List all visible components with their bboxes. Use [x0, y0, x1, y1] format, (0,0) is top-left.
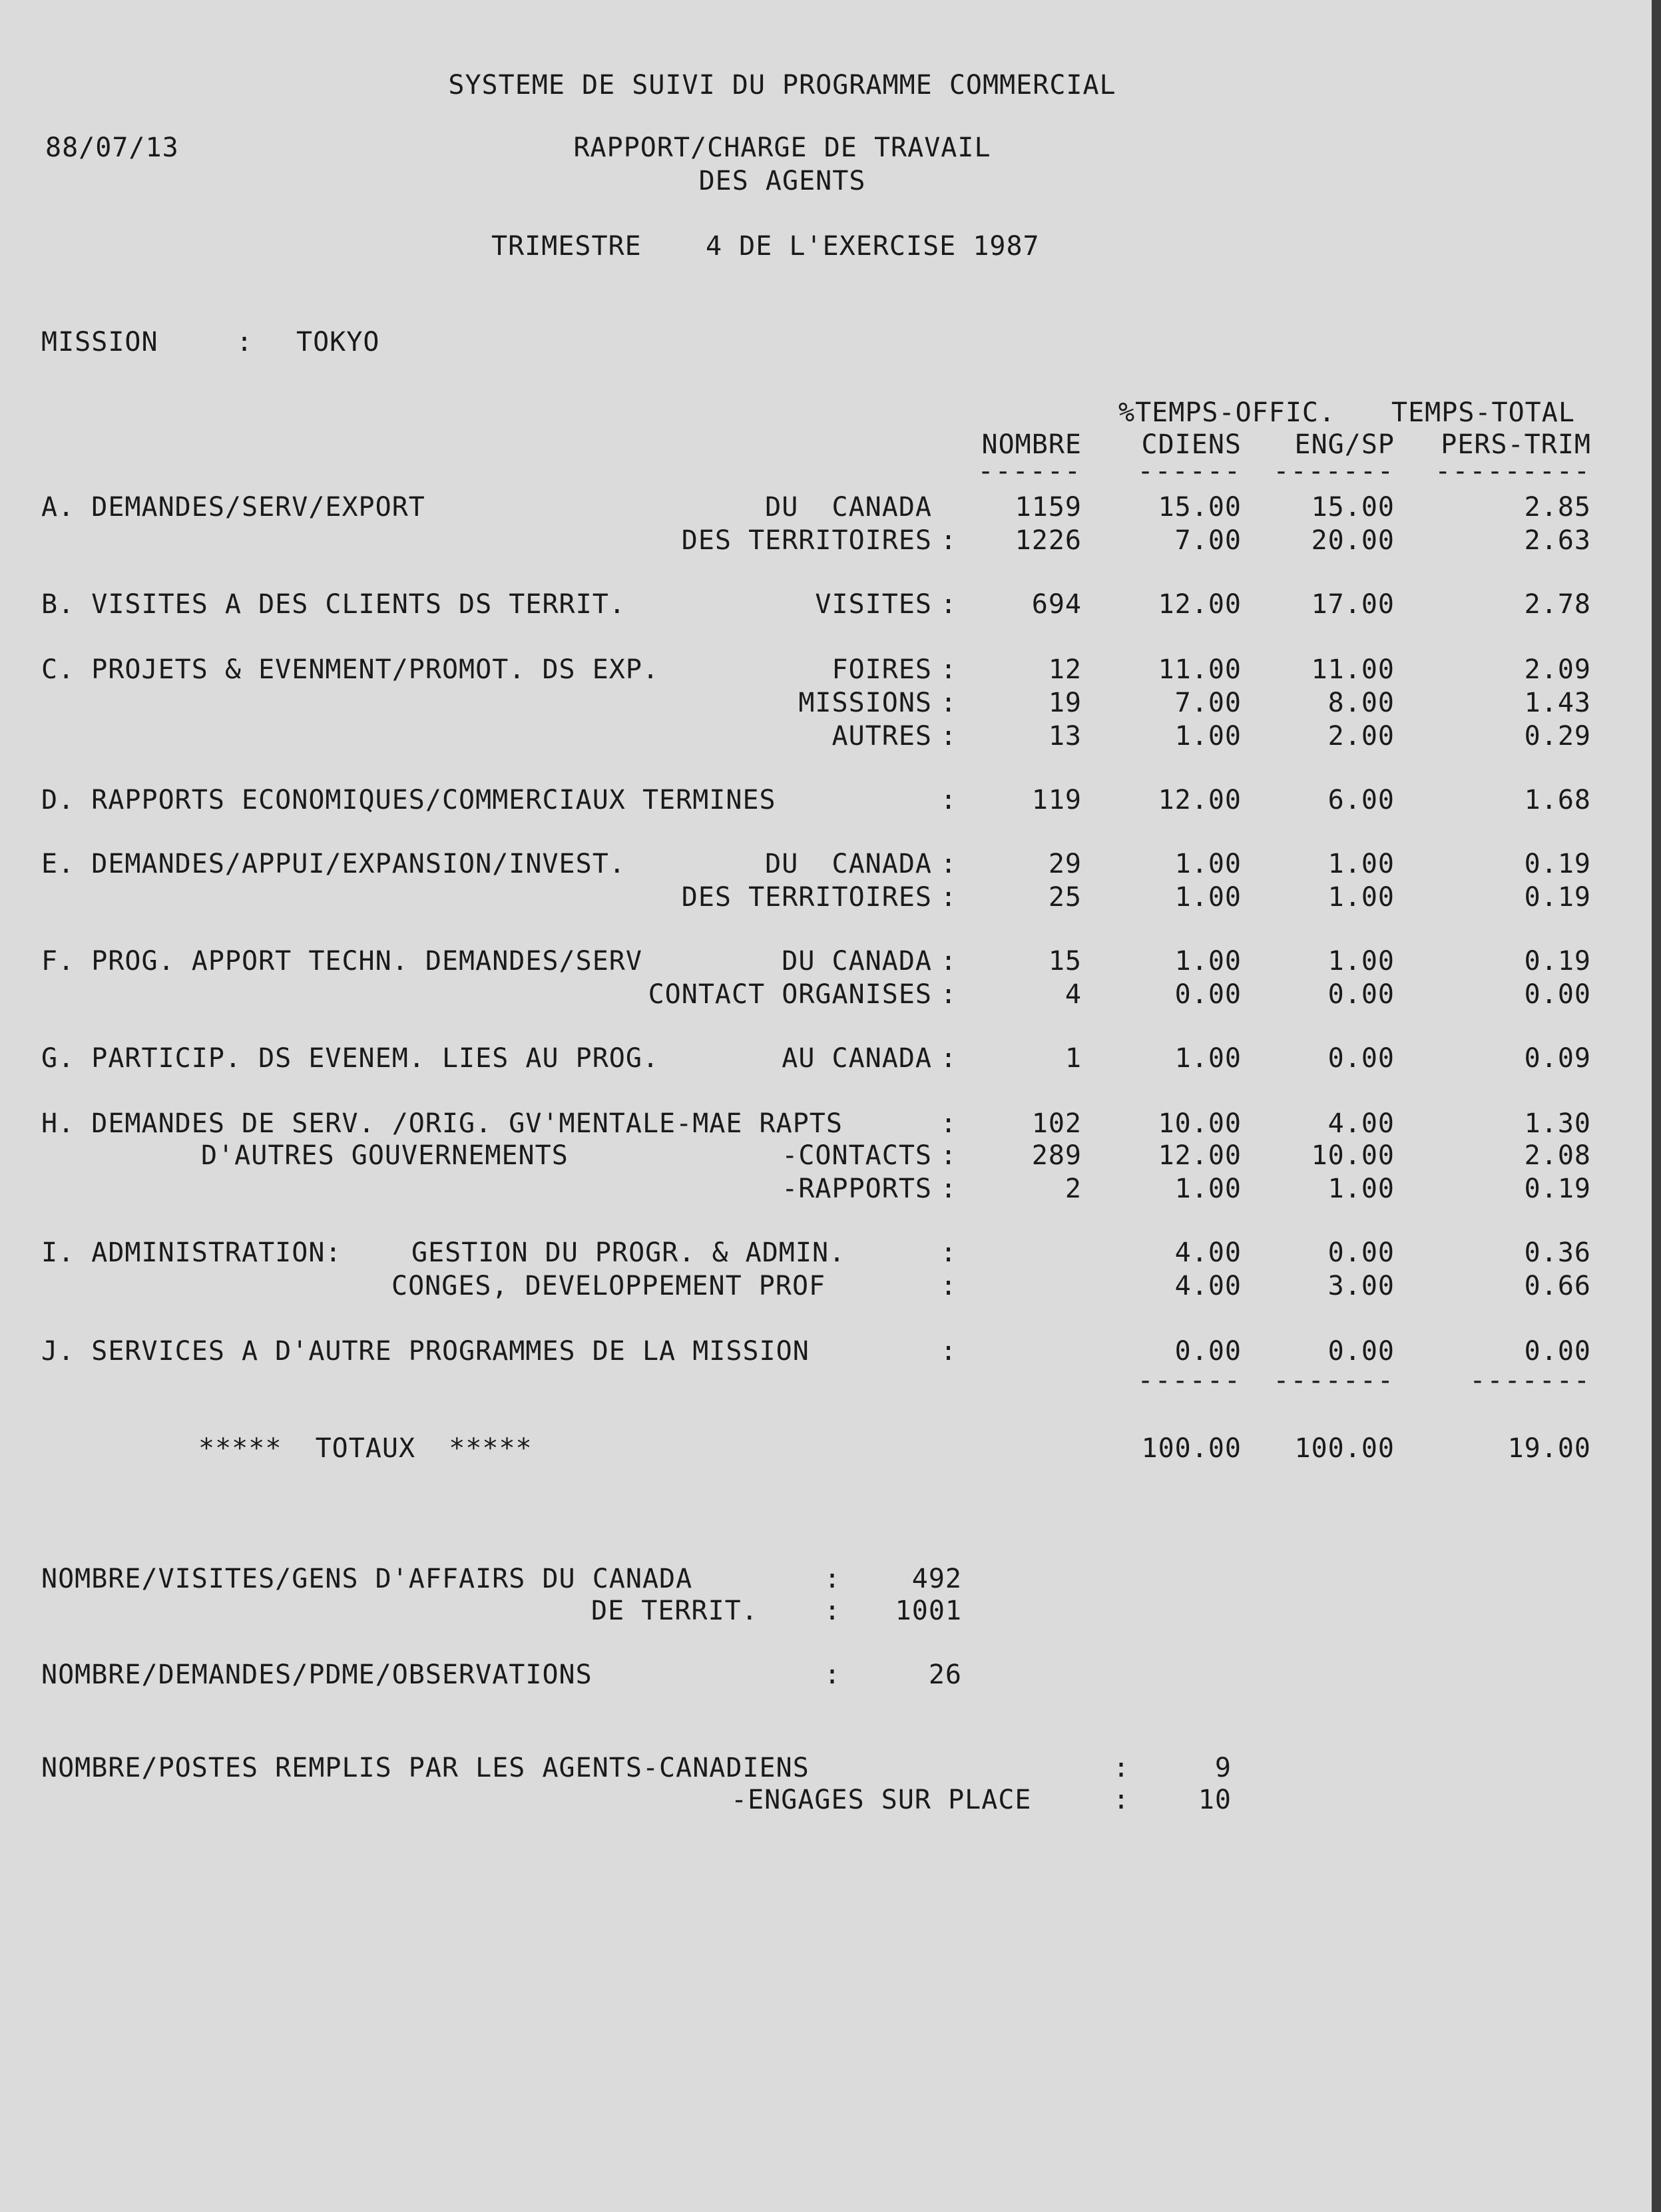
- row-e2-engsp: 1.00: [1327, 882, 1395, 913]
- footer-territ-label: DE TERRIT.: [591, 1596, 758, 1626]
- row-b1-pers: 2.78: [1524, 589, 1591, 620]
- row-h1-pers: 1.30: [1524, 1108, 1591, 1139]
- row-a2-colon: :: [940, 525, 957, 556]
- row-a1-engsp: 15.00: [1311, 492, 1395, 523]
- row-b1-nombre: 694: [1031, 589, 1082, 620]
- row-h3-colon: :: [940, 1174, 957, 1204]
- row-d1-colon: :: [940, 785, 957, 815]
- totals-pers: 19.00: [1507, 1433, 1591, 1464]
- row-f1-nombre: 15: [1048, 946, 1082, 977]
- footer-postes-colon: :: [1113, 1753, 1130, 1783]
- footer-territ-colon: :: [824, 1596, 841, 1626]
- row-b1-colon: :: [940, 589, 957, 620]
- row-h3-pers: 0.19: [1524, 1174, 1591, 1204]
- row-d1-cdiens: 12.00: [1158, 785, 1242, 815]
- row-i2-engsp: 3.00: [1327, 1271, 1395, 1301]
- row-a2-cdiens: 7.00: [1174, 525, 1242, 556]
- footer-engages-value: 10: [1198, 1785, 1232, 1815]
- row-a1-cdiens: 15.00: [1158, 492, 1242, 523]
- row-g1-colon: :: [940, 1043, 957, 1074]
- report-subtitle-1: RAPPORT/CHARGE DE TRAVAIL: [573, 132, 991, 163]
- row-h2-cdiens: 12.00: [1158, 1140, 1242, 1171]
- col-group-temps-total: TEMPS-TOTAL: [1391, 397, 1575, 428]
- row-c2-engsp: 8.00: [1327, 688, 1395, 718]
- row-f2-engsp: 0.00: [1327, 979, 1395, 1010]
- row-f1-pers: 0.19: [1524, 946, 1591, 977]
- row-c1-engsp: 11.00: [1311, 654, 1395, 685]
- row-h2-nombre: 289: [1031, 1140, 1082, 1171]
- col-header-nombre: NOMBRE: [981, 429, 1082, 460]
- row-e2-pers: 0.19: [1524, 882, 1591, 913]
- row-e2-cdiens: 1.00: [1174, 882, 1242, 913]
- row-c3-nombre: 13: [1048, 721, 1082, 752]
- row-d1-nombre: 119: [1031, 785, 1082, 815]
- footer-engages-label: -ENGAGES SUR PLACE: [731, 1785, 1032, 1815]
- row-a1-sublabel: DU CANADA: [765, 492, 932, 523]
- row-f2-cdiens: 0.00: [1174, 979, 1242, 1010]
- row-i1-sublabel: GESTION DU PROGR. & ADMIN.: [411, 1237, 846, 1268]
- row-i1-cdiens: 4.00: [1174, 1237, 1242, 1268]
- row-h2-label: D'AUTRES GOUVERNEMENTS: [201, 1140, 569, 1171]
- footer-visites-colon: :: [824, 1564, 841, 1594]
- row-h1-nombre: 102: [1031, 1108, 1082, 1139]
- row-j1-pers: 0.00: [1524, 1336, 1591, 1367]
- trimestre-value: 4 DE L'EXERCISE 1987: [706, 231, 1040, 262]
- row-f2-pers: 0.00: [1524, 979, 1591, 1010]
- row-c-label: C. PROJETS & EVENMENT/PROMOT. DS EXP.: [41, 654, 660, 685]
- row-c1-pers: 2.09: [1524, 654, 1591, 685]
- footer-pdme-colon: :: [824, 1659, 841, 1690]
- row-j1-engsp: 0.00: [1327, 1336, 1395, 1367]
- row-c1-sublabel: FOIRES: [831, 654, 932, 685]
- row-h2-pers: 2.08: [1524, 1140, 1591, 1171]
- col-header-engsp: ENG/SP: [1294, 429, 1395, 460]
- row-h3-sublabel: -RAPPORTS: [782, 1174, 932, 1204]
- row-d-label: D. RAPPORTS ECONOMIQUES/COMMERCIAUX TERMINES: [41, 785, 776, 815]
- row-i1-colon: :: [940, 1237, 957, 1268]
- footer-visites-label: NOMBRE/VISITES/GENS D'AFFAIRS DU CANADA: [41, 1564, 693, 1594]
- row-b-label: B. VISITES A DES CLIENTS DS TERRIT.: [41, 589, 626, 620]
- row-h2-sublabel: -CONTACTS: [782, 1140, 932, 1171]
- row-j1-colon: :: [940, 1336, 957, 1367]
- row-i2-pers: 0.66: [1524, 1271, 1591, 1301]
- col-underline-pers: ---------: [1435, 456, 1591, 487]
- row-h1-colon: :: [940, 1108, 957, 1139]
- row-e2-colon: :: [940, 882, 957, 913]
- footer-pdme-label: NOMBRE/DEMANDES/PDME/OBSERVATIONS: [41, 1659, 593, 1690]
- row-e1-nombre: 29: [1048, 849, 1082, 879]
- row-i1-engsp: 0.00: [1327, 1237, 1395, 1268]
- col-header-cdiens: CDIENS: [1141, 429, 1242, 460]
- row-g1-nombre: 1: [1065, 1043, 1082, 1074]
- row-c3-sublabel: AUTRES: [831, 721, 932, 752]
- scan-edge: [1652, 0, 1661, 2212]
- row-d1-engsp: 6.00: [1327, 785, 1395, 815]
- total-underline-pers: -------: [1469, 1365, 1591, 1396]
- col-group-temps-offic: %TEMPS-OFFIC.: [1118, 397, 1336, 428]
- row-e1-colon: :: [940, 849, 957, 879]
- row-a2-sublabel: DES TERRITOIRES: [681, 525, 932, 556]
- row-f1-colon: :: [940, 946, 957, 977]
- row-c2-colon: :: [940, 688, 957, 718]
- row-c3-cdiens: 1.00: [1174, 721, 1242, 752]
- row-h1-engsp: 4.00: [1327, 1108, 1395, 1139]
- row-b1-engsp: 17.00: [1311, 589, 1395, 620]
- row-f1-engsp: 1.00: [1327, 946, 1395, 977]
- trimestre-label: TRIMESTRE: [491, 231, 642, 262]
- row-f1-cdiens: 1.00: [1174, 946, 1242, 977]
- row-c3-pers: 0.29: [1524, 721, 1591, 752]
- row-b1-cdiens: 12.00: [1158, 589, 1242, 620]
- row-c2-nombre: 19: [1048, 688, 1082, 718]
- row-a2-engsp: 20.00: [1311, 525, 1395, 556]
- row-g1-pers: 0.09: [1524, 1043, 1591, 1074]
- total-underline-cdiens: ------: [1137, 1365, 1242, 1396]
- mission-colon: :: [236, 327, 254, 357]
- row-h2-colon: :: [940, 1140, 957, 1171]
- col-underline-engsp: -------: [1273, 456, 1395, 487]
- row-e1-cdiens: 1.00: [1174, 849, 1242, 879]
- totals-cdiens: 100.00: [1141, 1433, 1242, 1464]
- row-c2-sublabel: MISSIONS: [798, 688, 932, 718]
- row-a1-nombre: 1159: [1015, 492, 1082, 523]
- mission-value: TOKYO: [296, 327, 380, 357]
- row-c3-engsp: 2.00: [1327, 721, 1395, 752]
- footer-postes-label: NOMBRE/POSTES REMPLIS PAR LES AGENTS-CANADIENS: [41, 1753, 810, 1783]
- row-g1-engsp: 0.00: [1327, 1043, 1395, 1074]
- row-e2-nombre: 25: [1048, 882, 1082, 913]
- footer-postes-value: 9: [1214, 1753, 1232, 1783]
- row-g1-sublabel: AU CANADA: [782, 1043, 932, 1074]
- row-h3-engsp: 1.00: [1327, 1174, 1395, 1204]
- row-e2-sublabel: DES TERRITOIRES: [681, 882, 932, 913]
- row-c1-cdiens: 11.00: [1158, 654, 1242, 685]
- footer-visites-value: 492: [911, 1564, 962, 1594]
- mission-label: MISSION: [41, 327, 158, 357]
- totals-label: ***** TOTAUX *****: [198, 1433, 533, 1464]
- row-c1-nombre: 12: [1048, 654, 1082, 685]
- footer-territ-value: 1001: [895, 1596, 962, 1626]
- row-h-label: H. DEMANDES DE SERV. /ORIG. GV'MENTALE-MAE RAPTS: [41, 1108, 843, 1139]
- row-f-label: F. PROG. APPORT TECHN. DEMANDES/SERV: [41, 946, 642, 977]
- row-a1-pers: 2.85: [1524, 492, 1591, 523]
- row-h3-cdiens: 1.00: [1174, 1174, 1242, 1204]
- row-a-label: A. DEMANDES/SERV/EXPORT: [41, 492, 425, 523]
- row-b1-sublabel: VISITES: [815, 589, 932, 620]
- report-date: 88/07/13: [45, 132, 179, 163]
- row-j1-cdiens: 0.00: [1174, 1336, 1242, 1367]
- row-c2-cdiens: 7.00: [1174, 688, 1242, 718]
- footer-engages-colon: :: [1113, 1785, 1130, 1815]
- row-i2-colon: :: [940, 1271, 957, 1301]
- row-e-label: E. DEMANDES/APPUI/EXPANSION/INVEST.: [41, 849, 626, 879]
- row-f2-nombre: 4: [1065, 979, 1082, 1010]
- row-e1-engsp: 1.00: [1327, 849, 1395, 879]
- row-a2-pers: 2.63: [1524, 525, 1591, 556]
- col-underline-nombre: ------: [977, 456, 1082, 487]
- row-e1-sublabel: DU CANADA: [765, 849, 932, 879]
- report-title: SYSTEME DE SUIVI DU PROGRAMME COMMERCIAL: [448, 70, 1116, 101]
- row-c3-colon: :: [940, 721, 957, 752]
- row-d1-pers: 1.68: [1524, 785, 1591, 815]
- row-f2-colon: :: [940, 979, 957, 1010]
- row-h1-cdiens: 10.00: [1158, 1108, 1242, 1139]
- row-g-label: G. PARTICIP. DS EVENEM. LIES AU PROG.: [41, 1043, 660, 1074]
- footer-pdme-value: 26: [928, 1659, 962, 1690]
- row-f1-sublabel: DU CANADA: [782, 946, 932, 977]
- row-i1-pers: 0.36: [1524, 1237, 1591, 1268]
- row-j-label: J. SERVICES A D'AUTRE PROGRAMMES DE LA MISSION: [41, 1336, 810, 1367]
- row-i-label: I. ADMINISTRATION:: [41, 1237, 342, 1268]
- row-h3-nombre: 2: [1065, 1174, 1082, 1204]
- row-i2-sublabel: CONGES, DEVELOPPEMENT PROF: [391, 1271, 826, 1301]
- row-c2-pers: 1.43: [1524, 688, 1591, 718]
- report-subtitle-2: DES AGENTS: [698, 166, 866, 196]
- row-e1-pers: 0.19: [1524, 849, 1591, 879]
- row-g1-cdiens: 1.00: [1174, 1043, 1242, 1074]
- row-i2-cdiens: 4.00: [1174, 1271, 1242, 1301]
- row-f2-sublabel: CONTACT ORGANISES: [648, 979, 932, 1010]
- col-header-pers-trim: PERS-TRIM: [1441, 429, 1591, 460]
- col-underline-cdiens: ------: [1137, 456, 1242, 487]
- row-c1-colon: :: [940, 654, 957, 685]
- row-a2-nombre: 1226: [1015, 525, 1082, 556]
- totals-engsp: 100.00: [1294, 1433, 1395, 1464]
- row-h2-engsp: 10.00: [1311, 1140, 1395, 1171]
- total-underline-engsp: -------: [1273, 1365, 1395, 1396]
